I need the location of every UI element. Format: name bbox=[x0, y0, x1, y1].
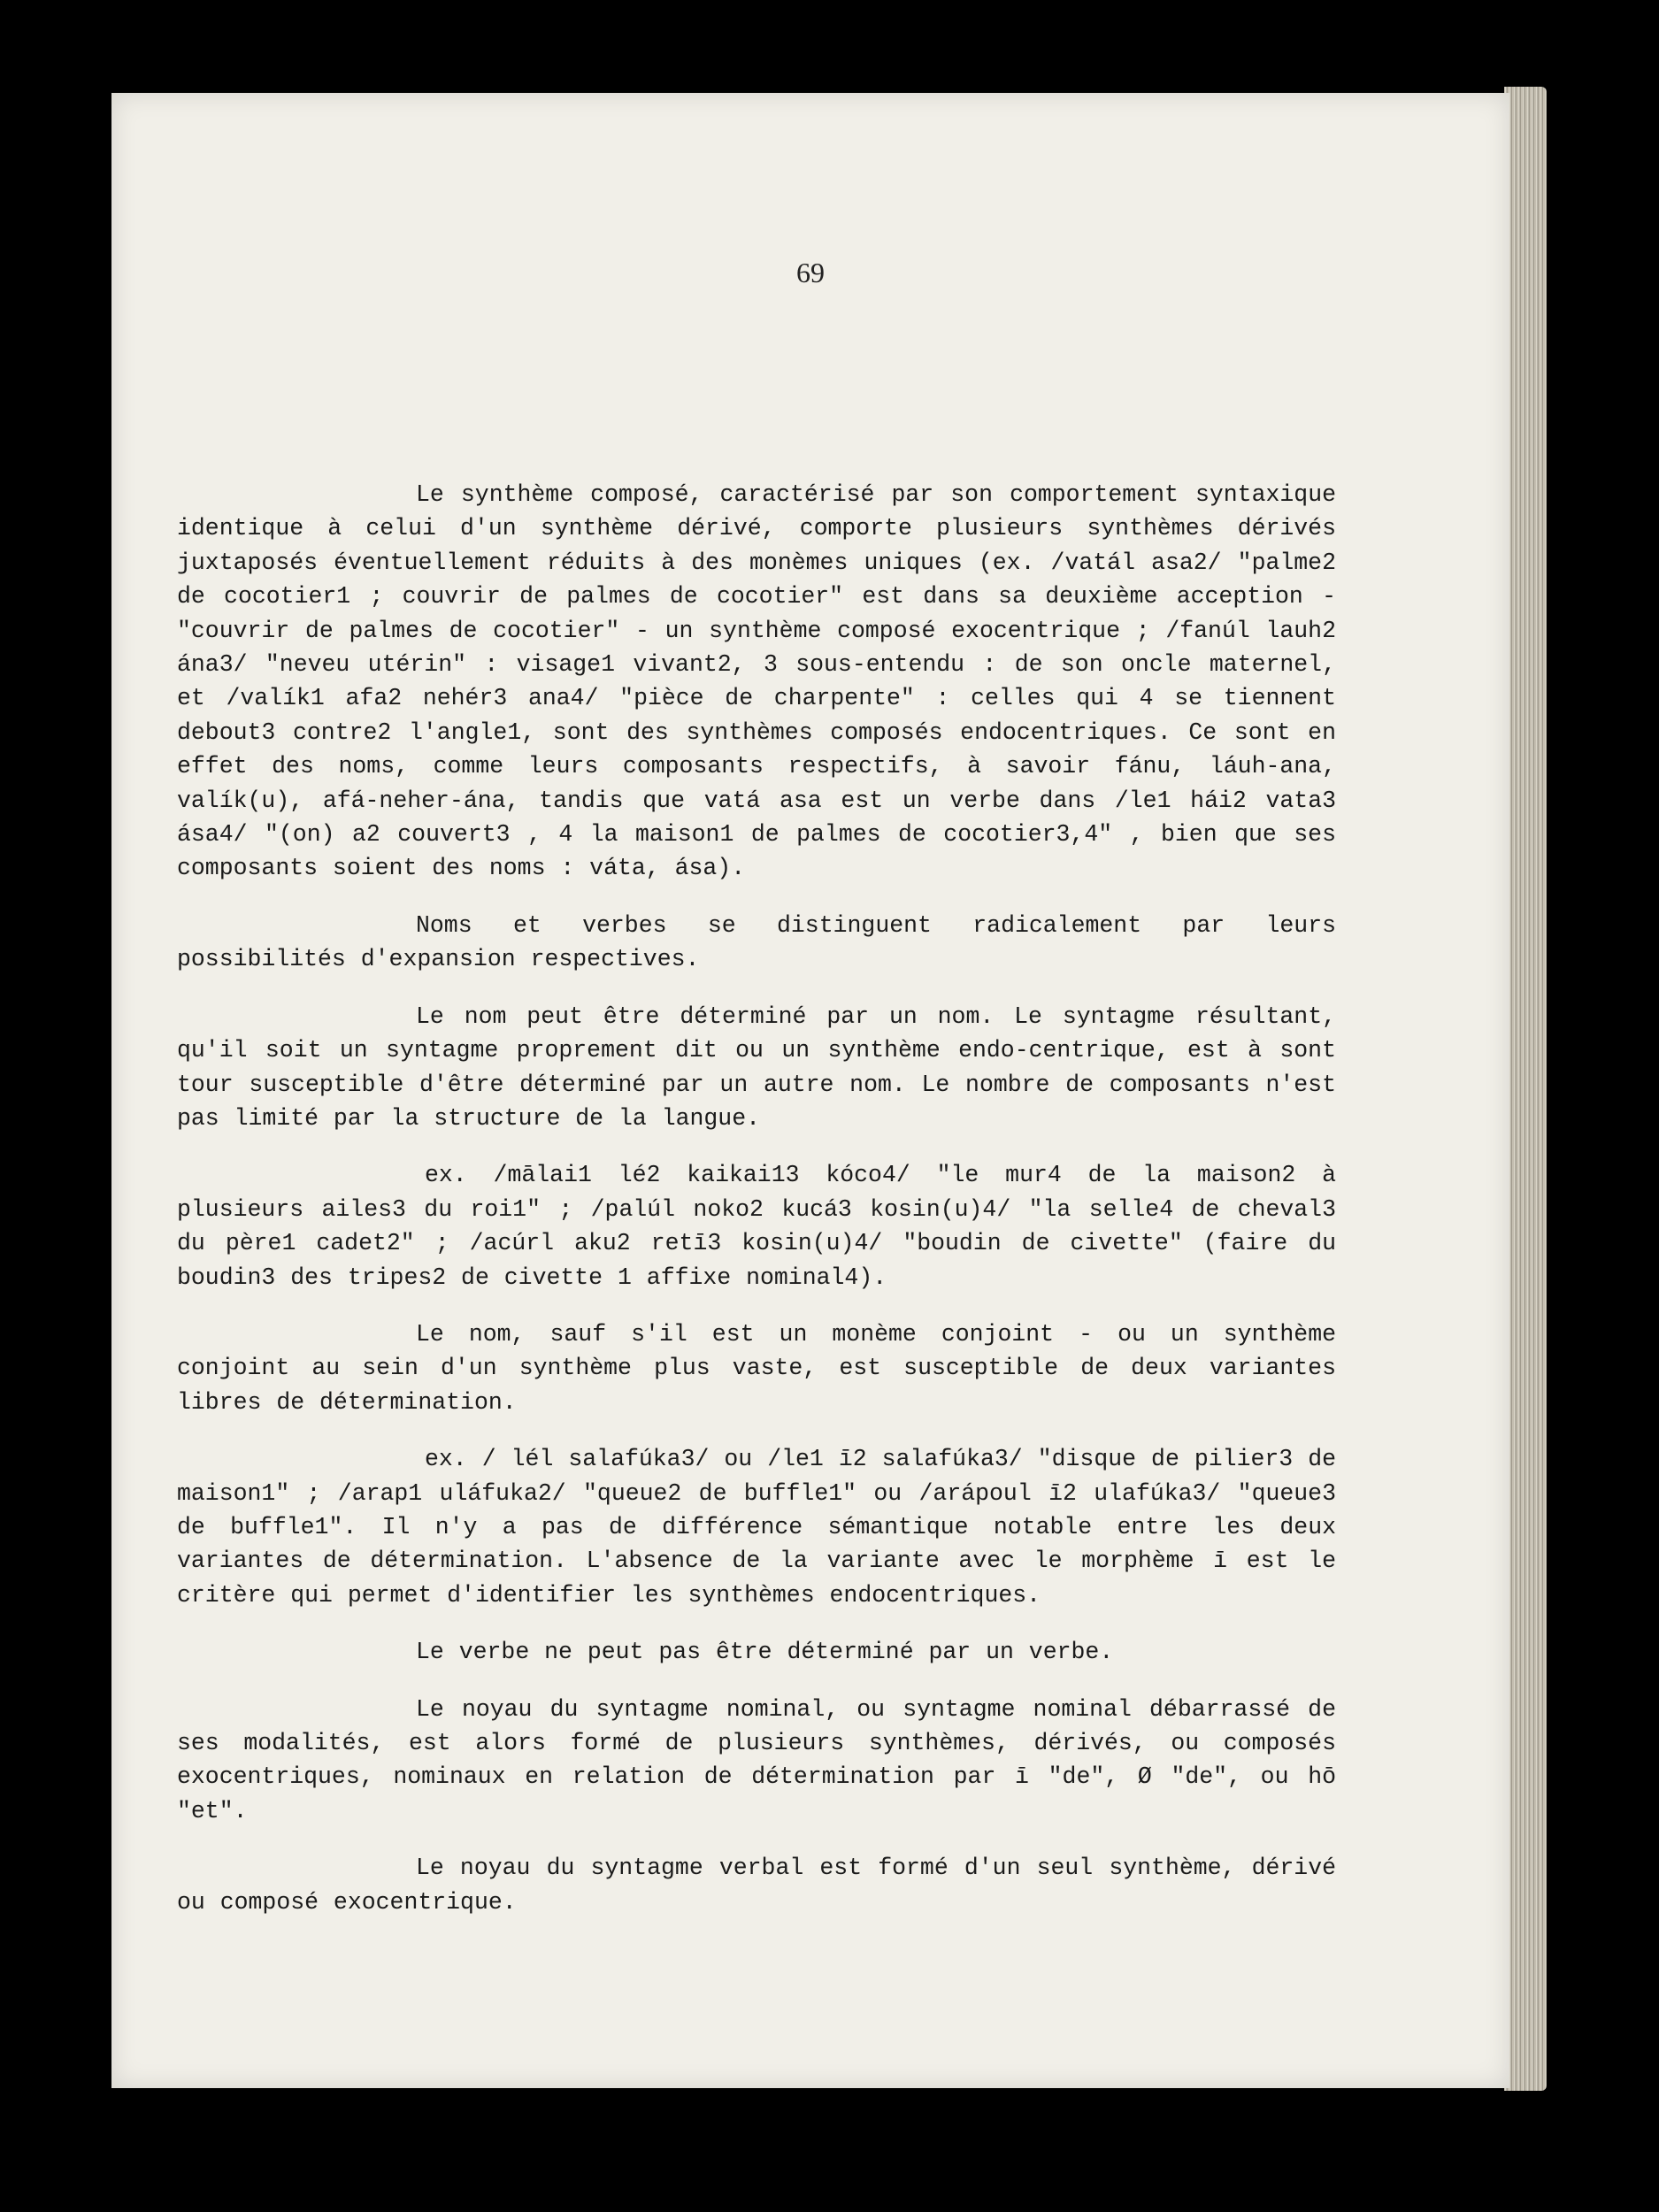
paragraph-synthème-composé: Le synthème composé, caractérisé par son comportement syntaxique identique à celui d'un synthème dérivé, comporte plusieurs synthèmes dérivés juxtaposés éventuellement réduits à des monèmes uniques (ex. /vatál asa2/ "palme2 de cocotier1 ; couvrir de palmes de cocotier" est dans sa deuxième acception - "couvrir de palmes de cocotier" - un synthème composé exocentrique ; /fanúl lauh2 ána3/ "neveu utérin" : visage1 vivant2, 3 sous-entendu : de son oncle maternel, et /valík1 afa2 nehér3 ana4/ "pièce de charpente" : celles qui 4 se tiennent debout3 contre2 l'angle1, sont des synthèmes composés endocentriques. Ce sont en effet des noms, comme leurs composants respectifs, à savoir fánu, láuh-ana, valík(u), afá-neher-ána, tandis que vatá asa est un verbe dans /le1 hái2 vata3 ása4/ "(on) a2 couvert3 , 4 la maison1 de palmes de cocotier3,4" , bien que ses composants soient des noms : váta, ása). bbox=[177, 481, 1336, 882]
paragraph-noms-et-verbes: Noms et verbes se distinguent radicalement par leurs possibilités d'expansion respectives. bbox=[177, 911, 1336, 973]
page-edge bbox=[1504, 87, 1547, 2091]
paragraph-syntagme-verbal: Le noyau du syntagme verbal est formé d'un seul synthème, dérivé ou composé exocentrique. bbox=[177, 1855, 1336, 1916]
body-text bbox=[177, 478, 1336, 1942]
paragraph-example-2: ex. / lél salafúka3/ ou /le1 ī2 salafúka3/ "disque de pilier3 de maison1" ; /arap1 uláfuka2/ "queue2 de buffle1" ou /arápoul ī2 ulafúka3/ "queue3 de buffle1". Il n'y a pas de différence sémantique notable entre les deux variantes de détermination. L'absence de la variante avec le morphème ī est le critère qui permet d'identifier les synthèmes endocentriques. bbox=[177, 1446, 1336, 1609]
paragraph-variantes: Le nom, sauf s'il est un monème conjoint - ou un synthème conjoint au sein d'un synthème plus vaste, est susceptible de deux variantes libres de détermination. bbox=[177, 1320, 1336, 1416]
paragraph-nom-determine: Le nom peut être déterminé par un nom. Le syntagme résultant, qu'il soit un syntagme proprement dit ou un synthème endo-centrique, est à sont tour susceptible d'être déterminé par un autre nom. Le nombre de composants n'est pas limité par la structure de la langue. bbox=[177, 1002, 1336, 1132]
paragraph-syntagme-nominal: Le noyau du syntagme nominal, ou syntagme nominal débarrassé de ses modalités, est alors formé de plusieurs synthèmes, dérivés, ou composés exocentriques, nominaux en relation de détermination par ī "de", Ø "de", ou hō "et". bbox=[177, 1695, 1336, 1824]
paragraph-verbe: Le verbe ne peut pas être déterminé par un verbe. bbox=[416, 1639, 1114, 1666]
page-number: 69 bbox=[796, 257, 825, 288]
paragraph-example-1: ex. /mālai1 lé2 kaikai13 kóco4/ "le mur4 de la maison2 à plusieurs ailes3 du roi1" ; /palúl noko2 kucá3 kosin(u)4/ "la selle4 de cheval3 du père1 cadet2" ; /acúrl aku2 retī3 kosin(u)4/ "boudin de civette" (faire du boudin3 des tripes2 de civette 1 affixe nominal4). bbox=[177, 1162, 1336, 1291]
